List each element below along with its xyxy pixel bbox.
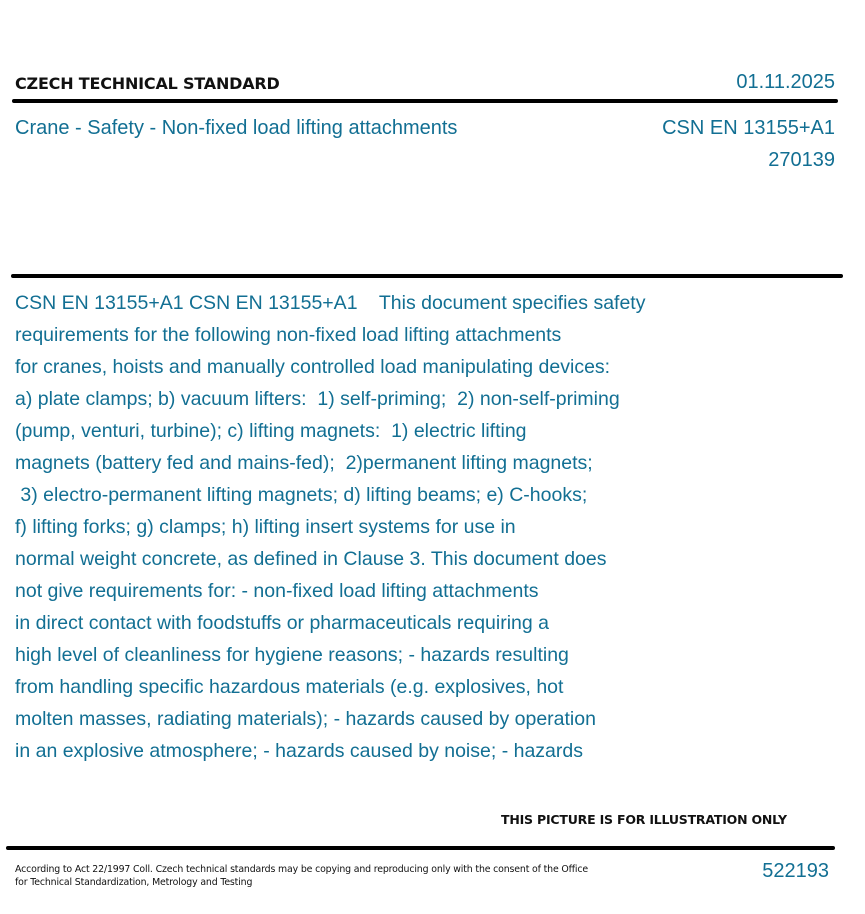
content-divider bbox=[11, 274, 843, 278]
standard-code: CSN EN 13155+A1 bbox=[662, 117, 835, 139]
footer-divider bbox=[6, 846, 835, 850]
abstract-line: normal weight concrete, as defined in Clause 3. This document does bbox=[15, 548, 607, 570]
publication-date: 01.11.2025 bbox=[736, 71, 835, 93]
abstract-line: a) plate clamps; b) vacuum lifters: 1) self-priming; 2) non-self-priming bbox=[15, 388, 620, 410]
abstract-line: for cranes, hoists and manually controlled load manipulating devices: bbox=[15, 356, 611, 378]
abstract-line: 3) electro-permanent lifting magnets; d) lifting beams; e) C-hooks; bbox=[15, 484, 588, 506]
abstract-line: molten masses, radiating materials); - hazards caused by operation bbox=[15, 708, 596, 730]
header-divider bbox=[12, 99, 838, 103]
abstract-line: requirements for the following non-fixed load lifting attachments bbox=[15, 324, 562, 346]
abstract-line: high level of cleanliness for hygiene reasons; - hazards resulting bbox=[15, 644, 569, 666]
abstract-line: CSN EN 13155+A1 CSN EN 13155+A1 This document specifies safety bbox=[15, 292, 646, 314]
legal-notice-line: According to Act 22/1997 Coll. Czech technical standards may be copying and reproducing only with the consent of the Office bbox=[15, 864, 588, 875]
page-id: 522193 bbox=[762, 860, 829, 882]
abstract-line: magnets (battery fed and mains-fed); 2)permanent lifting magnets; bbox=[15, 452, 593, 474]
abstract-line: from handling specific hazardous materials (e.g. explosives, hot bbox=[15, 676, 564, 698]
classification-code: 270139 bbox=[768, 149, 835, 171]
abstract-line: in direct contact with foodstuffs or pharmaceuticals requiring a bbox=[15, 612, 549, 634]
illustration-disclaimer: THIS PICTURE IS FOR ILLUSTRATION ONLY bbox=[501, 812, 787, 827]
abstract-line: not give requirements for: - non-fixed load lifting attachments bbox=[15, 580, 539, 602]
legal-notice bbox=[15, 863, 588, 889]
document-title: Crane - Safety - Non-fixed load lifting attachments bbox=[15, 117, 458, 139]
legal-notice-line: for Technical Standardization, Metrology and Testing bbox=[15, 877, 253, 888]
abstract-line: (pump, venturi, turbine); c) lifting magnets: 1) electric lifting bbox=[15, 420, 527, 442]
abstract-line: f) lifting forks; g) clamps; h) lifting insert systems for use in bbox=[15, 516, 516, 538]
standard-type-label: CZECH TECHNICAL STANDARD bbox=[15, 74, 280, 93]
abstract-text bbox=[15, 287, 735, 767]
abstract-line: in an explosive atmosphere; - hazards caused by noise; - hazards bbox=[15, 740, 583, 762]
